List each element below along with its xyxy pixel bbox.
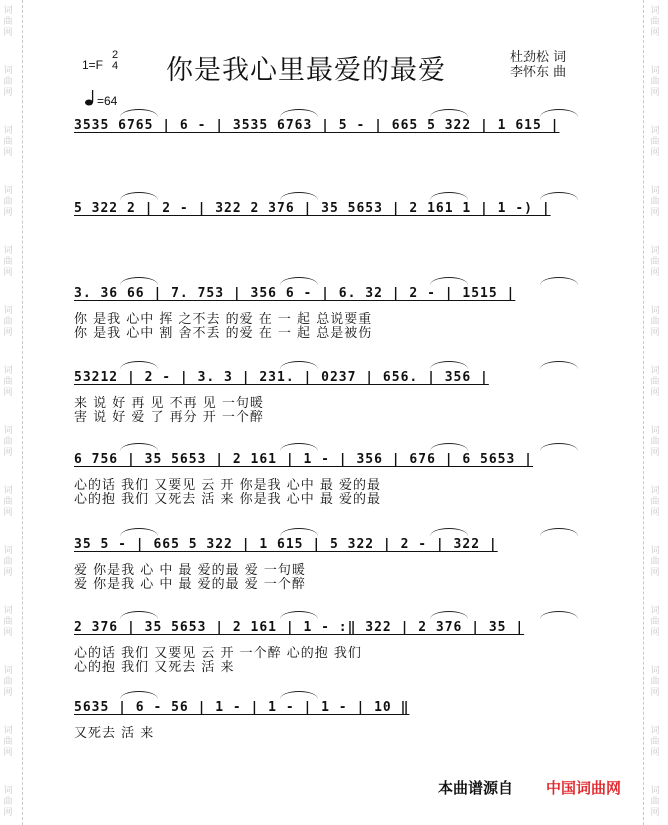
watermark-text: 词 曲 网 bbox=[3, 606, 13, 638]
slur-mark bbox=[540, 528, 578, 536]
watermark-text: 词 曲 网 bbox=[3, 486, 13, 518]
slur-mark bbox=[280, 277, 318, 285]
watermark-text: 词 曲 网 bbox=[650, 66, 660, 98]
notation-line: 5 322 2 | 2 - | 322 2 376 | 35 5653 | 2 161 1 | 1 -) | bbox=[74, 201, 551, 216]
lyric-line: 心的话 我们 又要见 云 开 你是我 心中 最 爱的最 bbox=[74, 478, 382, 493]
slur-mark bbox=[120, 277, 158, 285]
slur-mark bbox=[430, 611, 468, 619]
watermark-text: 词 曲 网 bbox=[3, 306, 13, 338]
lyric-line: 心的抱 我们 又死去 活 来 bbox=[74, 660, 235, 675]
key-signature: 1=F bbox=[82, 58, 104, 72]
watermark-text: 词 曲 网 bbox=[650, 186, 660, 218]
watermark-text: 词 曲 网 bbox=[650, 726, 660, 758]
watermark-text: 词 曲 网 bbox=[3, 6, 13, 38]
song-title: 你是我心里最爱的最爱 bbox=[166, 55, 446, 86]
time-signature-top: 2 bbox=[111, 49, 119, 61]
watermark-text: 词 曲 网 bbox=[650, 306, 660, 338]
slur-mark bbox=[120, 611, 158, 619]
notation-line: 53212 | 2 - | 3. 3 | 231. | 0237 | 656. | 356 | bbox=[74, 370, 489, 385]
site-name[interactable]: 中国词曲网 bbox=[546, 779, 622, 797]
slur-mark bbox=[540, 443, 578, 451]
watermark-text: 词 曲 网 bbox=[3, 186, 13, 218]
slur-mark bbox=[280, 443, 318, 451]
composer-credit: 李怀东 曲 bbox=[510, 65, 567, 80]
notation-line: 2 376 | 35 5653 | 2 161 | 1 - :‖ 322 | 2 376 | 35 | bbox=[74, 620, 525, 635]
slur-mark bbox=[430, 109, 468, 117]
watermark-text: 词 曲 网 bbox=[650, 246, 660, 278]
slur-mark bbox=[120, 528, 158, 536]
notation-line: 35 5 - | 665 5 322 | 1 615 | 5 322 | 2 - | 322 | bbox=[74, 537, 498, 552]
lyric-line: 心的话 我们 又要见 云 开 一个醉 心的抱 我们 bbox=[74, 646, 362, 661]
watermark-text: 词 曲 网 bbox=[3, 546, 13, 578]
slur-mark bbox=[430, 277, 468, 285]
slur-mark bbox=[430, 528, 468, 536]
lyric-line: 来 说 好 再 见 不再 见 一句暖 bbox=[74, 396, 264, 411]
slur-mark bbox=[540, 277, 578, 285]
slur-mark bbox=[280, 109, 318, 117]
slur-mark bbox=[540, 611, 578, 619]
watermark-text: 词 曲 网 bbox=[650, 366, 660, 398]
slur-mark bbox=[540, 361, 578, 369]
lyric-line: 你 是我 心中 割 舍不丢 的爱 在 一 起 总是被伤 bbox=[74, 326, 373, 341]
watermark-text: 词 曲 网 bbox=[650, 6, 660, 38]
lyricist-credit: 杜劲松 词 bbox=[510, 50, 567, 65]
watermark-text: 词 曲 网 bbox=[3, 366, 13, 398]
slur-mark bbox=[120, 691, 158, 699]
left-margin-line bbox=[22, 0, 23, 825]
watermark-text: 词 曲 网 bbox=[3, 66, 13, 98]
watermark-text: 词 曲 网 bbox=[3, 426, 13, 458]
time-signature bbox=[110, 50, 120, 72]
lyric-line: 心的抱 我们 又死去 活 来 你是我 心中 最 爱的最 bbox=[74, 492, 382, 507]
slur-mark bbox=[430, 192, 468, 200]
slur-mark bbox=[540, 192, 578, 200]
slur-mark bbox=[430, 443, 468, 451]
notation-line: 3535 6765 | 6 - | 3535 6763 | 5 - | 665 5 322 | 1 615 | bbox=[74, 118, 560, 133]
watermark-text: 词 曲 网 bbox=[650, 126, 660, 158]
slur-mark bbox=[280, 611, 318, 619]
watermark-text: 词 曲 网 bbox=[650, 426, 660, 458]
source-label: 本曲谱源自 bbox=[438, 779, 514, 797]
slur-mark bbox=[280, 528, 318, 536]
watermark-text: 词 曲 网 bbox=[3, 126, 13, 158]
watermark-text: 词 曲 网 bbox=[650, 666, 660, 698]
watermark-text: 词 曲 网 bbox=[3, 786, 13, 818]
slur-mark bbox=[120, 443, 158, 451]
slur-mark bbox=[120, 361, 158, 369]
slur-mark bbox=[430, 361, 468, 369]
lyric-line: 爱 你是我 心 中 最 爱的最 爱 一个醉 bbox=[74, 577, 306, 592]
watermark-text: 词 曲 网 bbox=[650, 606, 660, 638]
right-margin-line bbox=[643, 0, 644, 825]
time-signature-bottom: 4 bbox=[111, 60, 119, 72]
lyric-line: 又死去 活 来 bbox=[74, 726, 155, 741]
notation-line: 6 756 | 35 5653 | 2 161 | 1 - | 356 | 676 | 6 5653 | bbox=[74, 452, 533, 467]
notation-line: 5635 | 6 - 56 | 1 - | 1 - | 1 - | 10 ‖ bbox=[74, 700, 410, 715]
lyric-line: 爱 你是我 心 中 最 爱的最 爱 一句暖 bbox=[74, 563, 306, 578]
lyric-line: 害 说 好 爱 了 再分 开 一个醉 bbox=[74, 410, 264, 425]
lyric-line: 你 是我 心中 挥 之不去 的爱 在 一 起 总说要重 bbox=[74, 312, 373, 327]
watermark-text: 词 曲 网 bbox=[650, 486, 660, 518]
watermark-text: 词 曲 网 bbox=[650, 546, 660, 578]
watermark-text: 词 曲 网 bbox=[3, 246, 13, 278]
watermark-text: 词 曲 网 bbox=[650, 786, 660, 818]
quarter-note-icon bbox=[84, 90, 98, 106]
slur-mark bbox=[280, 361, 318, 369]
notation-line: 3. 36 66 | 7. 753 | 356 6 - | 6. 32 | 2 - | 1515 | bbox=[74, 286, 516, 301]
watermark-text: 词 曲 网 bbox=[3, 666, 13, 698]
slur-mark bbox=[120, 109, 158, 117]
slur-mark bbox=[280, 691, 318, 699]
tempo-marking: =64 bbox=[97, 94, 118, 108]
slur-mark bbox=[280, 192, 318, 200]
slur-mark bbox=[120, 192, 158, 200]
watermark-text: 词 曲 网 bbox=[3, 726, 13, 758]
slur-mark bbox=[540, 109, 578, 117]
